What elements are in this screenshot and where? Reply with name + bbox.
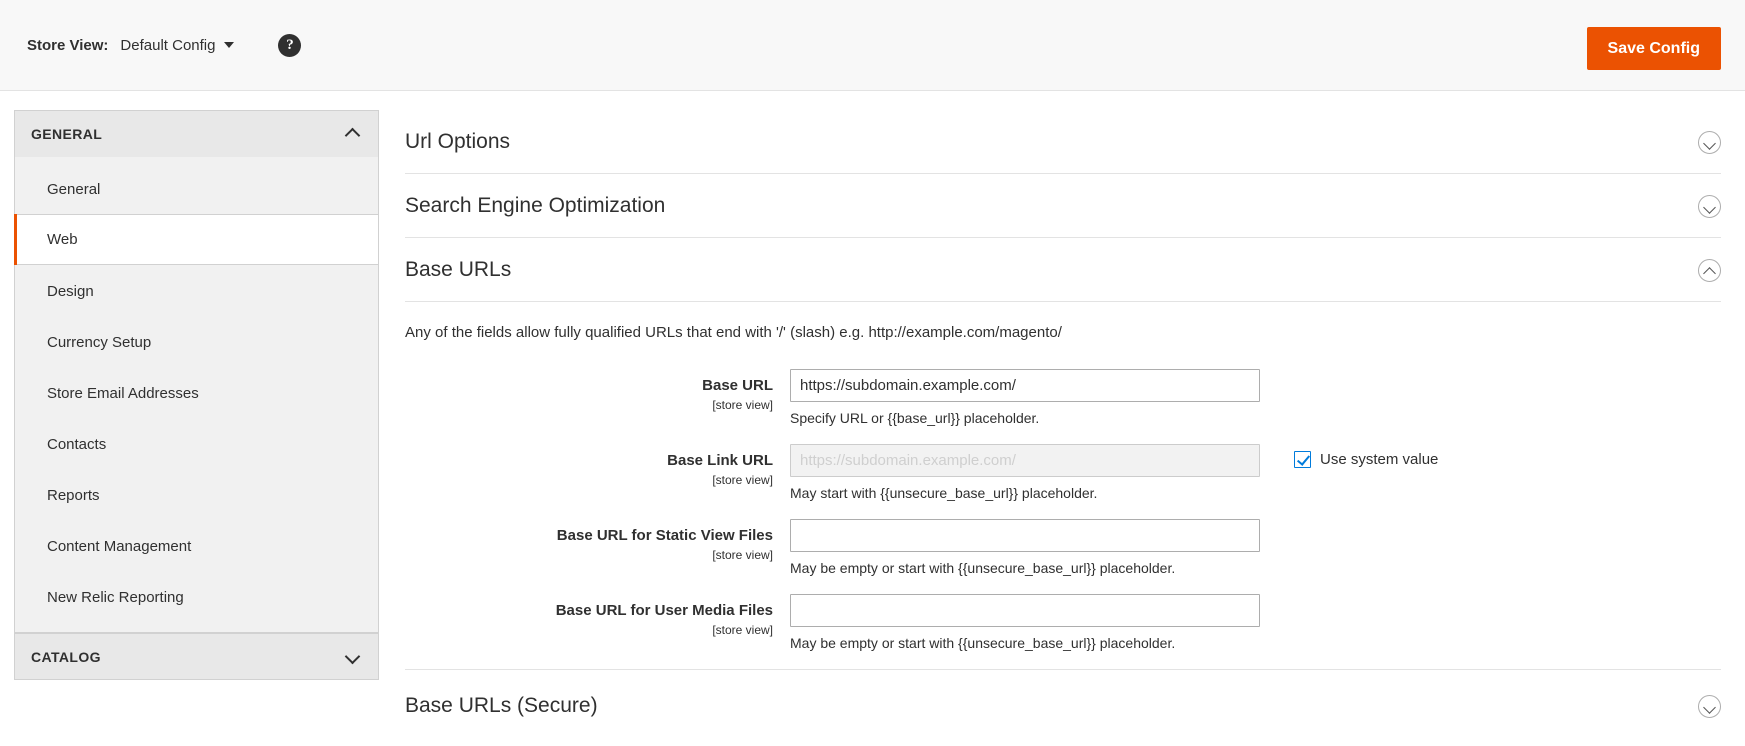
sidebar-item-label: Contacts	[47, 435, 107, 453]
sidebar-item-label: Design	[47, 282, 94, 300]
sidebar-section-catalog[interactable]	[14, 633, 379, 680]
field-label-text: Base URL	[702, 377, 773, 394]
sidebar-item-web[interactable]	[14, 214, 378, 265]
page-header-toolbar	[0, 0, 1745, 91]
fieldset-base-urls-title: Base URLs	[405, 258, 512, 281]
chevron-down-icon	[224, 42, 234, 48]
sidebar-item-label: Currency Setup	[47, 333, 152, 351]
field-base-url-static-control	[790, 519, 1260, 576]
store-view-label: Store View:	[27, 36, 109, 54]
save-config-button[interactable]: Save Config	[1587, 27, 1721, 70]
use-system-value-label: Use system value	[1320, 451, 1439, 468]
base-link-url-use-system-value[interactable]	[1294, 444, 1438, 468]
sidebar-item-contacts[interactable]	[15, 418, 378, 469]
sidebar-section-general-title: GENERAL	[31, 126, 103, 142]
chevron-down-circle-icon[interactable]	[1698, 695, 1721, 718]
fieldset-seo-header[interactable]	[405, 174, 1721, 238]
field-base-link-url-note: May start with {{unsecure_base_url}} placeholder.	[790, 485, 1098, 501]
config-sidebar	[14, 110, 379, 680]
field-base-url-media-label	[405, 594, 790, 637]
fieldset-base-urls-secure-title: Base URLs (Secure)	[405, 694, 598, 717]
field-base-link-url	[405, 444, 1721, 501]
sidebar-section-catalog-title: CATALOG	[31, 648, 101, 665]
use-system-value-checkbox[interactable]	[1294, 451, 1311, 468]
field-base-url-note: Specify URL or {{base_url}} placeholder.	[790, 410, 1040, 426]
sidebar-item-label: Web	[47, 231, 78, 248]
sidebar-item-new-relic-reporting[interactable]	[15, 571, 378, 622]
field-scope-text: [store view]	[712, 472, 773, 487]
sidebar-item-general[interactable]	[15, 163, 378, 214]
fieldset-url-options-header[interactable]	[405, 110, 1721, 174]
page-body	[0, 91, 1745, 737]
sidebar-item-label: Reports	[47, 486, 100, 504]
sidebar-item-content-management[interactable]	[15, 520, 378, 571]
field-base-url-static-label	[405, 519, 790, 562]
field-base-url-media-note: May be empty or start with {{unsecure_base_url}} placeholder.	[790, 635, 1176, 651]
field-base-url-label	[405, 369, 790, 412]
help-icon[interactable]: ?	[278, 34, 301, 57]
chevron-up-circle-icon[interactable]	[1698, 259, 1721, 282]
fieldset-base-urls-secure-header[interactable]	[405, 670, 1721, 737]
base-url-user-media-files-input[interactable]	[790, 594, 1260, 627]
field-label-text: Base URL for Static View Files	[556, 527, 773, 544]
base-link-url-input[interactable]	[790, 444, 1260, 477]
config-content	[379, 91, 1745, 737]
fieldset-seo-title: Search Engine Optimization	[405, 194, 666, 217]
sidebar-item-store-email-addresses[interactable]	[15, 367, 378, 418]
base-url-static-view-files-input[interactable]	[790, 519, 1260, 552]
field-base-url-static-view-files	[405, 519, 1721, 576]
chevron-down-icon	[346, 650, 360, 664]
base-urls-intro-note: Any of the fields allow fully qualified URLs that end with '/' (slash) e.g. http://example.com/magento/	[405, 324, 1062, 341]
field-base-link-url-label	[405, 444, 790, 487]
field-scope-text: [store view]	[712, 547, 773, 562]
sidebar-item-design[interactable]	[15, 265, 378, 316]
store-view-switcher[interactable]	[120, 37, 234, 54]
field-base-url	[405, 369, 1721, 426]
field-label-text: Base Link URL	[667, 452, 773, 469]
sidebar-item-reports[interactable]	[15, 469, 378, 520]
sidebar-item-label: General	[47, 180, 101, 198]
sidebar-item-currency-setup[interactable]	[15, 316, 378, 367]
sidebar-item-label: Store Email Addresses	[47, 384, 199, 402]
chevron-up-icon	[346, 127, 360, 141]
field-scope-text: [store view]	[712, 622, 773, 637]
field-label-text: Base URL for User Media Files	[555, 602, 773, 619]
sidebar-item-label: Content Management	[47, 537, 192, 555]
field-base-url-static-note: May be empty or start with {{unsecure_base_url}} placeholder.	[790, 560, 1176, 576]
field-scope-text: [store view]	[712, 397, 773, 412]
sidebar-section-general[interactable]	[14, 110, 379, 157]
fieldset-base-urls-header[interactable]	[405, 238, 1721, 302]
field-base-url-control	[790, 369, 1260, 426]
store-view-switcher-value: Default Config	[120, 36, 216, 54]
field-base-url-user-media-files	[405, 594, 1721, 651]
field-base-url-media-control	[790, 594, 1260, 651]
sidebar-section-general-items	[14, 157, 379, 633]
fieldset-url-options-title: Url Options	[405, 130, 511, 153]
base-url-input[interactable]	[790, 369, 1260, 402]
field-base-link-url-control	[790, 444, 1260, 501]
fieldset-base-urls-body	[405, 302, 1721, 651]
chevron-down-circle-icon[interactable]	[1698, 195, 1721, 218]
sidebar-item-label: New Relic Reporting	[47, 588, 184, 606]
chevron-down-circle-icon[interactable]	[1698, 131, 1721, 154]
